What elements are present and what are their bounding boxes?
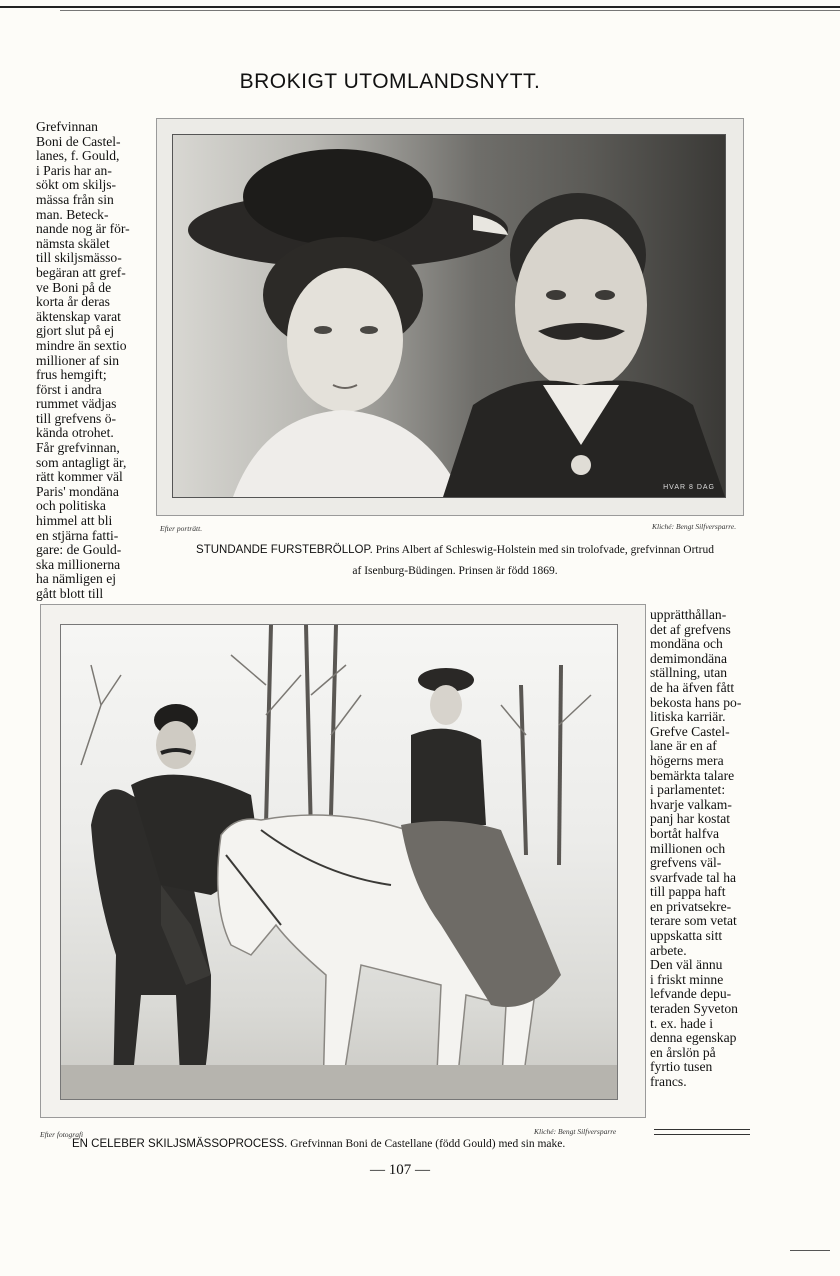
caption2-lead: EN CELEBER SKILJSMÄSSOPROCESS. [72, 1138, 288, 1150]
woman-dress [233, 410, 463, 497]
photo2-credit-left: Efter fotografi [40, 1130, 84, 1139]
caption2-rest: Grefvinnan Boni de Castellane (född Gould) med sin make. [290, 1138, 566, 1150]
article-column-right: upprätthållan- det af grefvens mondäna och demimondäna ställning, utan de ha äfven fått bekosta hans po- litiska karriär. Grefve Castel- lane är en af högerns mera bemärkta talare i parlamentet: hvarje valkam- panj har kostat bortåt halfva millionen och grefvens väl- svarfvade tal ha till pappa haft en privatsekre- terare som vetat uppskatta sitt arbete. Den väl ännu i friskt minne lefvande depu- teraden Syveton t. ex. hade i denna egenskap en årslön på fyrtio tusen francs. [650, 607, 742, 1089]
riders-illustration [61, 625, 617, 1099]
hat-crown [243, 149, 433, 245]
bottom-rule [790, 1250, 830, 1251]
rider-woman-face [430, 685, 462, 725]
column-end-rule-2 [654, 1134, 750, 1135]
caption-wedding [160, 540, 750, 582]
ground [61, 1065, 617, 1099]
article-column-left: Grefvinnan Boni de Castel- lanes, f. Gould, i Paris har an- sökt om skiljs- mässa från sin man. Beteck- nande nog är för- nämsta skälet till skiljsmässo- begäran att gref- ve Boni på de korta år deras äktenskap varat gjort slut på ej mindre än sextio millioner af sin frus hemgift; först i andra rummet vädjas till grefvens ö- kända otrohet. Får grefvinnan, som antagligt är, rätt kommer väl Paris' mondäna och politiska himmel att bli en stjärna fatti- gare: de Gould- ska millionerna ha nämligen ej gått blott till [36, 119, 130, 601]
rider-woman-jacket [411, 729, 486, 830]
caption-lead: STUNDANDE FURSTEBRÖLLOP. [196, 544, 373, 556]
page-title: BROKIGT UTOMLANDSNYTT. [239, 70, 541, 93]
photo-watermark: HVAR 8 DAG [663, 484, 715, 491]
top-rule-thin [60, 10, 840, 11]
riders-photo [60, 624, 618, 1100]
photo-credit-left: Efter porträtt. [160, 524, 203, 533]
man-face [515, 219, 647, 391]
top-rule [0, 6, 840, 8]
rider-face [156, 721, 196, 769]
man-boutonniere [571, 455, 591, 475]
photo2-credit-right: Kliché: Bengt Silfversparre [534, 1127, 617, 1136]
caption-line2: af Isenburg-Büdingen. Prinsen är född 1869. [352, 565, 558, 577]
portrait-photo [172, 134, 726, 498]
caption-line1: Prins Albert af Schleswig-Holstein med sin trolofvade, grefvinnan Ortrud [375, 544, 714, 556]
page-number: — 107 — [370, 1162, 430, 1178]
photo-credit-right: Kliché: Bengt Silfversparre. [652, 522, 737, 531]
woman-face [287, 268, 403, 412]
column-end-rule [654, 1129, 750, 1130]
caption-divorce [72, 1138, 672, 1150]
portrait-illustration [173, 135, 725, 497]
